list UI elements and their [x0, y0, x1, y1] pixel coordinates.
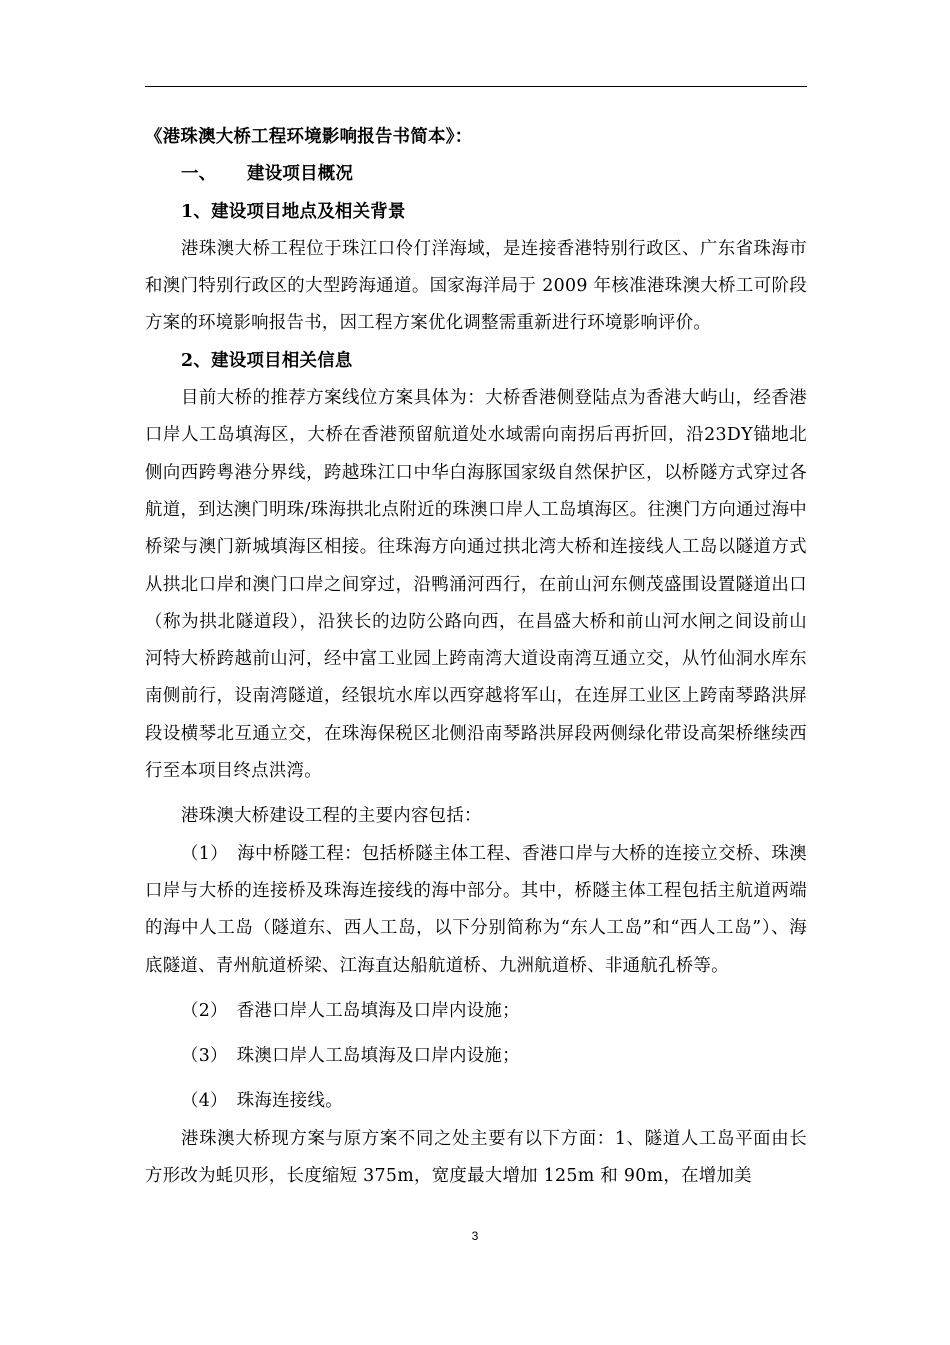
document-body: [145, 119, 807, 1195]
section-title: 建设项目概况: [247, 164, 354, 185]
page-number: 3: [471, 1229, 479, 1243]
paragraph-background: 港珠澳大桥工程位于珠江口伶仃洋海域，是连接香港特别行政区、广东省珠海市和澳门特别行政区的大型跨海通道。国家海洋局于 2009 年核准港珠澳大桥工可阶段方案的环境影响报告书，因工程方案优化调整需重新进行环境影响评价。: [145, 238, 807, 334]
list-item-1: （1） 海中桥隧工程：包括桥隧主体工程、香港口岸与大桥的连接立交桥、珠澳口岸与大桥的连接桥及珠海连接线的海中部分。其中，桥隧主体工程包括主航道两端的海中人工岛（隧道东、西人工岛，以下分别简称为“东人工岛”和“西人工岛”）、海底隧道、青州航道桥梁、江海直达船航道桥、九洲航道桥、非通航孔桥等。: [145, 843, 807, 976]
header-rule: [145, 86, 807, 87]
section-heading-1: [145, 156, 807, 193]
list-item-4: （4） 珠海连接线。: [181, 1091, 343, 1112]
list-item-2: （2） 香港口岸人工岛填海及口岸内设施；: [181, 1000, 520, 1021]
paragraph-contents-intro: 港珠澳大桥建设工程的主要内容包括：: [181, 806, 482, 827]
subsection-heading-2: 2、建设项目相关信息: [181, 350, 353, 371]
list-item-3: （3） 珠澳口岸人工岛填海及口岸内设施；: [181, 1046, 520, 1067]
subsection-heading-1: 1、建设项目地点及相关背景: [181, 201, 406, 222]
paragraph-route: 目前大桥的推荐方案线位方案具体为：大桥香港侧登陆点为香港大屿山，经香港口岸人工岛填海区，大桥在香港预留航道处水域需向南拐后再折回，沿23DY锚地北侧向西跨粤港分界线，跨越珠江口中华白海豚国家级自然保护区，以桥隧方式穿过各航道，到达澳门明珠/珠海拱北点附近的珠澳口岸人工岛填海区。往澳门方向通过海中桥梁与澳门新城填海区相接。往珠海方向通过拱北湾大桥和连接线人工岛以隧道方式从拱北口岸和澳门口岸之间穿过，沿鸭涌河西行，在前山河东侧茂盛围设置隧道出口（称为拱北隧道段），沿狭长的边防公路向西，在昌盛大桥和前山河水闸之间设前山河特大桥跨越前山河，经中富工业园上跨南湾大道设南湾互通立交，从竹仙洞水库东南侧前行，设南湾隧道，经银坑水库以西穿越将军山，在连屏工业区上跨南琴路洪屏段设横琴北互通立交，在珠海保税区北侧沿南琴路洪屏段两侧绿化带设高架桥继续西行至本项目终点洪湾。: [145, 388, 807, 782]
section-number: 一、: [181, 164, 217, 185]
paragraph-differences: 港珠澳大桥现方案与原方案不同之处主要有以下方面：1、隧道人工岛平面由长方形改为蚝贝形，长度缩短 375m，宽度最大增加 125m 和 90m，在增加美: [145, 1128, 807, 1187]
document-title: 《港珠澳大桥工程环境影响报告书简本》：: [145, 127, 473, 147]
